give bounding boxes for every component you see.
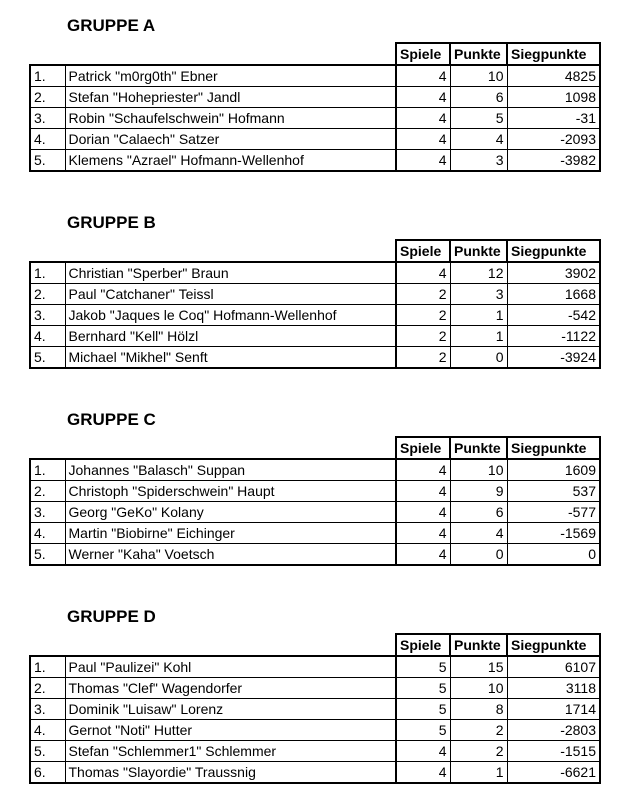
- siegpunkte-cell: -3982: [507, 150, 600, 172]
- rank-cell: 6.: [30, 762, 65, 784]
- spiele-cell: 4: [396, 544, 450, 566]
- table-row: [30, 481, 600, 502]
- standings-table: [29, 436, 601, 566]
- header-spiele: Spiele: [396, 437, 450, 459]
- table-row: [30, 656, 600, 678]
- table-row: [30, 284, 600, 305]
- player-name-cell: Gernot "Noti" Hutter: [65, 720, 396, 741]
- rank-cell: 3.: [30, 699, 65, 720]
- rank-cell: 2.: [30, 87, 65, 108]
- player-name-cell: Paul "Paulizei" Kohl: [65, 656, 396, 678]
- rank-cell: 4.: [30, 523, 65, 544]
- siegpunkte-cell: 3902: [507, 262, 600, 284]
- spiele-cell: 5: [396, 656, 450, 678]
- player-name-cell: Jakob "Jaques le Coq" Hofmann-Wellenhof: [65, 305, 396, 326]
- punkte-cell: 6: [450, 502, 507, 523]
- punkte-cell: 2: [450, 720, 507, 741]
- punkte-cell: 10: [450, 65, 507, 87]
- siegpunkte-cell: -6621: [507, 762, 600, 784]
- table-row: [30, 523, 600, 544]
- header-spacer: [65, 43, 396, 65]
- punkte-cell: 0: [450, 544, 507, 566]
- table-header-row: [30, 240, 600, 262]
- siegpunkte-cell: 1714: [507, 699, 600, 720]
- punkte-cell: 3: [450, 284, 507, 305]
- header-spiele: Spiele: [396, 240, 450, 262]
- table-row: [30, 762, 600, 784]
- siegpunkte-cell: -3924: [507, 347, 600, 369]
- rank-cell: 1.: [30, 65, 65, 87]
- player-name-cell: Robin "Schaufelschwein" Hofmann: [65, 108, 396, 129]
- header-spacer: [30, 437, 65, 459]
- spiele-cell: 5: [396, 678, 450, 699]
- group-title: GRUPPE D: [67, 607, 156, 626]
- player-name-cell: Klemens "Azrael" Hofmann-Wellenhof: [65, 150, 396, 172]
- siegpunkte-cell: 3118: [507, 678, 600, 699]
- punkte-cell: 15: [450, 656, 507, 678]
- siegpunkte-cell: -1569: [507, 523, 600, 544]
- punkte-cell: 9: [450, 481, 507, 502]
- group-title: GRUPPE B: [67, 213, 156, 232]
- siegpunkte-cell: -577: [507, 502, 600, 523]
- player-name-cell: Thomas "Slayordie" Traussnig: [65, 762, 396, 784]
- player-name-cell: Thomas "Clef" Wagendorfer: [65, 678, 396, 699]
- siegpunkte-cell: -2093: [507, 129, 600, 150]
- standings-table: [29, 633, 601, 784]
- table-row: [30, 87, 600, 108]
- header-spiele: Spiele: [396, 43, 450, 65]
- group-title: GRUPPE A: [67, 16, 156, 35]
- table-row: [30, 262, 600, 284]
- siegpunkte-cell: 1668: [507, 284, 600, 305]
- rank-cell: 4.: [30, 326, 65, 347]
- punkte-cell: 12: [450, 262, 507, 284]
- spiele-cell: 4: [396, 502, 450, 523]
- rank-cell: 3.: [30, 305, 65, 326]
- spiele-cell: 2: [396, 305, 450, 326]
- table-header-row: [30, 437, 600, 459]
- header-siegpunkte: Siegpunkte: [507, 634, 600, 656]
- table-row: [30, 129, 600, 150]
- punkte-cell: 3: [450, 150, 507, 172]
- spiele-cell: 2: [396, 326, 450, 347]
- header-spacer: [65, 240, 396, 262]
- player-name-cell: Dorian "Calaech" Satzer: [65, 129, 396, 150]
- player-name-cell: Paul "Catchaner" Teissl: [65, 284, 396, 305]
- spiele-cell: 2: [396, 347, 450, 369]
- rank-cell: 5.: [30, 544, 65, 566]
- player-name-cell: Stefan "Schlemmer1" Schlemmer: [65, 741, 396, 762]
- table-row: [30, 720, 600, 741]
- punkte-cell: 10: [450, 459, 507, 481]
- table-row: [30, 678, 600, 699]
- table-row: [30, 699, 600, 720]
- player-name-cell: Werner "Kaha" Voetsch: [65, 544, 396, 566]
- table-header-row: [30, 634, 600, 656]
- table-header-row: [30, 43, 600, 65]
- siegpunkte-cell: 0: [507, 544, 600, 566]
- table-row: [30, 502, 600, 523]
- header-spiele: Spiele: [396, 634, 450, 656]
- player-name-cell: Christoph "Spiderschwein" Haupt: [65, 481, 396, 502]
- punkte-cell: 1: [450, 326, 507, 347]
- siegpunkte-cell: 1609: [507, 459, 600, 481]
- header-spacer: [30, 634, 65, 656]
- siegpunkte-cell: 1098: [507, 87, 600, 108]
- header-spacer: [65, 634, 396, 656]
- player-name-cell: Johannes "Balasch" Suppan: [65, 459, 396, 481]
- punkte-cell: 1: [450, 762, 507, 784]
- player-name-cell: Georg "GeKo" Kolany: [65, 502, 396, 523]
- header-punkte: Punkte: [450, 634, 507, 656]
- spiele-cell: 4: [396, 87, 450, 108]
- spiele-cell: 4: [396, 129, 450, 150]
- spiele-cell: 4: [396, 762, 450, 784]
- table-row: [30, 459, 600, 481]
- rank-cell: 4.: [30, 720, 65, 741]
- header-siegpunkte: Siegpunkte: [507, 437, 600, 459]
- header-siegpunkte: Siegpunkte: [507, 43, 600, 65]
- spiele-cell: 5: [396, 699, 450, 720]
- spiele-cell: 4: [396, 108, 450, 129]
- table-row: [30, 150, 600, 172]
- siegpunkte-cell: 537: [507, 481, 600, 502]
- punkte-cell: 4: [450, 523, 507, 544]
- player-name-cell: Dominik "Luisaw" Lorenz: [65, 699, 396, 720]
- punkte-cell: 0: [450, 347, 507, 369]
- rank-cell: 2.: [30, 284, 65, 305]
- punkte-cell: 6: [450, 87, 507, 108]
- punkte-cell: 2: [450, 741, 507, 762]
- header-punkte: Punkte: [450, 43, 507, 65]
- siegpunkte-cell: 6107: [507, 656, 600, 678]
- spiele-cell: 4: [396, 741, 450, 762]
- header-punkte: Punkte: [450, 437, 507, 459]
- spiele-cell: 4: [396, 262, 450, 284]
- rank-cell: 1.: [30, 656, 65, 678]
- player-name-cell: Martin "Biobirne" Eichinger: [65, 523, 396, 544]
- header-spacer: [65, 437, 396, 459]
- punkte-cell: 1: [450, 305, 507, 326]
- header-spacer: [30, 240, 65, 262]
- spiele-cell: 4: [396, 523, 450, 544]
- table-row: [30, 108, 600, 129]
- spiele-cell: 4: [396, 481, 450, 502]
- rank-cell: 3.: [30, 502, 65, 523]
- rank-cell: 1.: [30, 459, 65, 481]
- player-name-cell: Christian "Sperber" Braun: [65, 262, 396, 284]
- header-spacer: [30, 43, 65, 65]
- siegpunkte-cell: -542: [507, 305, 600, 326]
- rank-cell: 1.: [30, 262, 65, 284]
- standings-table: [29, 239, 601, 369]
- player-name-cell: Stefan "Hohepriester" Jandl: [65, 87, 396, 108]
- punkte-cell: 10: [450, 678, 507, 699]
- header-punkte: Punkte: [450, 240, 507, 262]
- player-name-cell: Bernhard "Kell" Hölzl: [65, 326, 396, 347]
- rank-cell: 5.: [30, 347, 65, 369]
- rank-cell: 2.: [30, 481, 65, 502]
- group-title: GRUPPE C: [67, 410, 156, 429]
- rank-cell: 4.: [30, 129, 65, 150]
- spiele-cell: 5: [396, 720, 450, 741]
- spiele-cell: 4: [396, 65, 450, 87]
- table-row: [30, 741, 600, 762]
- rank-cell: 5.: [30, 741, 65, 762]
- table-row: [30, 305, 600, 326]
- player-name-cell: Patrick "m0rg0th" Ebner: [65, 65, 396, 87]
- siegpunkte-cell: -31: [507, 108, 600, 129]
- table-row: [30, 347, 600, 369]
- siegpunkte-cell: -1515: [507, 741, 600, 762]
- spiele-cell: 4: [396, 150, 450, 172]
- siegpunkte-cell: 4825: [507, 65, 600, 87]
- player-name-cell: Michael "Mikhel" Senft: [65, 347, 396, 369]
- header-siegpunkte: Siegpunkte: [507, 240, 600, 262]
- punkte-cell: 8: [450, 699, 507, 720]
- siegpunkte-cell: -1122: [507, 326, 600, 347]
- spiele-cell: 4: [396, 459, 450, 481]
- rank-cell: 3.: [30, 108, 65, 129]
- spiele-cell: 2: [396, 284, 450, 305]
- siegpunkte-cell: -2803: [507, 720, 600, 741]
- table-row: [30, 544, 600, 566]
- punkte-cell: 5: [450, 108, 507, 129]
- rank-cell: 5.: [30, 150, 65, 172]
- rank-cell: 2.: [30, 678, 65, 699]
- table-row: [30, 326, 600, 347]
- table-row: [30, 65, 600, 87]
- punkte-cell: 4: [450, 129, 507, 150]
- standings-table: [29, 42, 601, 172]
